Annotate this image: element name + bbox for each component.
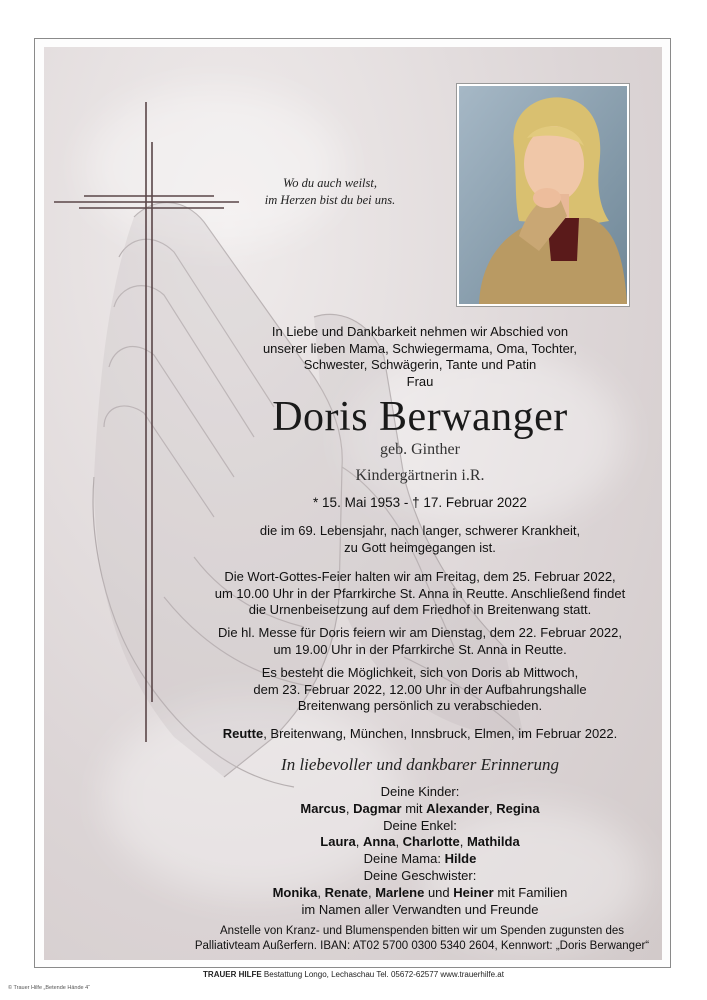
child-name: Alexander	[426, 800, 490, 816]
separator: ,	[367, 884, 376, 900]
obituary-card	[44, 47, 662, 960]
sibling-name: Renate	[324, 884, 368, 900]
intro-line: Frau	[406, 373, 434, 389]
quote-line: Wo du auch weilst,	[283, 176, 377, 190]
mother-line	[194, 851, 646, 868]
viewing-line: dem 23. Februar 2022, 12.00 Uhr in der Aufbahrungshalle	[253, 681, 587, 697]
intro-line: unserer lieben Mama, Schwiegermama, Oma, Tochter,	[262, 340, 578, 356]
grandchildren-label: Deine Enkel:	[383, 817, 457, 833]
footer-brand: TRAUER HILFE	[203, 970, 262, 979]
sibling-name: Marlene	[375, 884, 425, 900]
birth-name: geb. Ginther	[380, 441, 460, 458]
donation-note	[194, 924, 650, 954]
separator: ,	[345, 800, 354, 816]
ceremony-line: Die Wort-Gottes-Feier halten wir am Freitag, dem 25. Februar 2022,	[224, 569, 616, 584]
all-relatives-line: im Namen aller Verwandten und Freunde	[301, 901, 539, 917]
life-dates-text: * 15. Mai 1953 - † 17. Februar 2022	[313, 495, 527, 510]
separator: ,	[355, 834, 363, 850]
mass-line: Die hl. Messe für Doris feiern wir am Dienstag, dem 22. Februar 2022,	[218, 625, 622, 640]
grandchild-name: Anna	[362, 834, 396, 850]
quote-line: im Herzen bist du bei uns.	[264, 193, 396, 207]
separator: ,	[489, 800, 497, 816]
profession: Kindergärtnerin i.R.	[355, 467, 485, 484]
sibling-name: Heiner	[453, 884, 494, 900]
portrait-photo	[457, 84, 629, 306]
donation-line: Palliativteam Außerfern. IBAN: AT02 5700 0300 5340 2604, Kennwort: „Doris Berwanger“	[194, 940, 650, 952]
ceremony-line: die Urnenbeisetzung auf dem Friedhof in Breitenwang statt.	[248, 602, 592, 617]
passing-line: die im 69. Lebensjahr, nach langer, schwerer Krankheit,	[259, 523, 581, 538]
deceased-name: Doris Berwanger	[272, 394, 568, 440]
grandchildren-names	[194, 834, 646, 851]
footer-contact: Bestattung Longo, Lechaschau Tel. 05672-62577 www.trauerhilfe.at	[261, 970, 504, 979]
intro-line: In Liebe und Dankbarkeit nehmen wir Abschied von	[271, 324, 569, 339]
viewing-text	[194, 665, 646, 715]
children-names	[194, 801, 646, 818]
grandchild-name: Laura	[320, 834, 356, 850]
separator: mit Familien	[493, 884, 568, 900]
child-name: Dagmar	[353, 800, 402, 816]
footer	[0, 970, 707, 979]
separator: und	[424, 884, 454, 900]
intro-line: Schwester, Schwägerin, Tante und Patin	[303, 357, 537, 372]
passing-text	[194, 523, 646, 556]
mass-text	[194, 625, 646, 658]
mother-label: Deine Mama:	[363, 851, 445, 867]
viewing-line: Breitenwang persönlich zu verabschieden.	[297, 698, 543, 713]
ceremony-text	[194, 569, 646, 619]
sibling-name: Monika	[272, 884, 318, 900]
viewing-line: Es besteht die Möglichkeit, sich von Doris ab Mittwoch,	[261, 665, 579, 680]
passing-line: zu Gott heimgegangen ist.	[344, 539, 496, 555]
intro-text	[194, 324, 646, 390]
life-dates	[194, 495, 646, 512]
copyright: © Trauer Hilfe „Betende Hände 4“	[8, 985, 91, 991]
mass-line: um 19.00 Uhr in der Pfarrkirche St. Anna in Reutte.	[273, 641, 567, 657]
separator: ,	[317, 884, 325, 900]
separator: ,	[395, 834, 403, 850]
children-label: Deine Kinder:	[380, 784, 460, 799]
child-name: Regina	[496, 800, 540, 816]
donation-line: Anstelle von Kranz- und Blumenspenden bitten wir um Spenden zugunsten des	[219, 925, 625, 937]
siblings-label: Deine Geschwister:	[363, 867, 477, 883]
grandchild-name: Mathilda	[466, 834, 520, 850]
places-line	[194, 726, 646, 743]
separator: ,	[459, 834, 467, 850]
family-list	[194, 784, 646, 918]
quote	[240, 175, 420, 209]
memory-title: In liebevoller und dankbarer Erinnerung	[281, 755, 559, 774]
ceremony-line: um 10.00 Uhr in der Pfarrkirche St. Anna in Reutte. Anschließend findet	[214, 585, 626, 601]
child-name: Marcus	[300, 800, 346, 816]
place-reutte: Reutte	[222, 726, 264, 741]
mother-name: Hilde	[444, 851, 477, 867]
separator: mit	[401, 800, 427, 816]
places-rest: , Breitenwang, München, Innsbruck, Elmen, im Februar 2022.	[263, 726, 618, 741]
grandchild-name: Charlotte	[402, 834, 460, 850]
siblings-names	[194, 885, 646, 902]
